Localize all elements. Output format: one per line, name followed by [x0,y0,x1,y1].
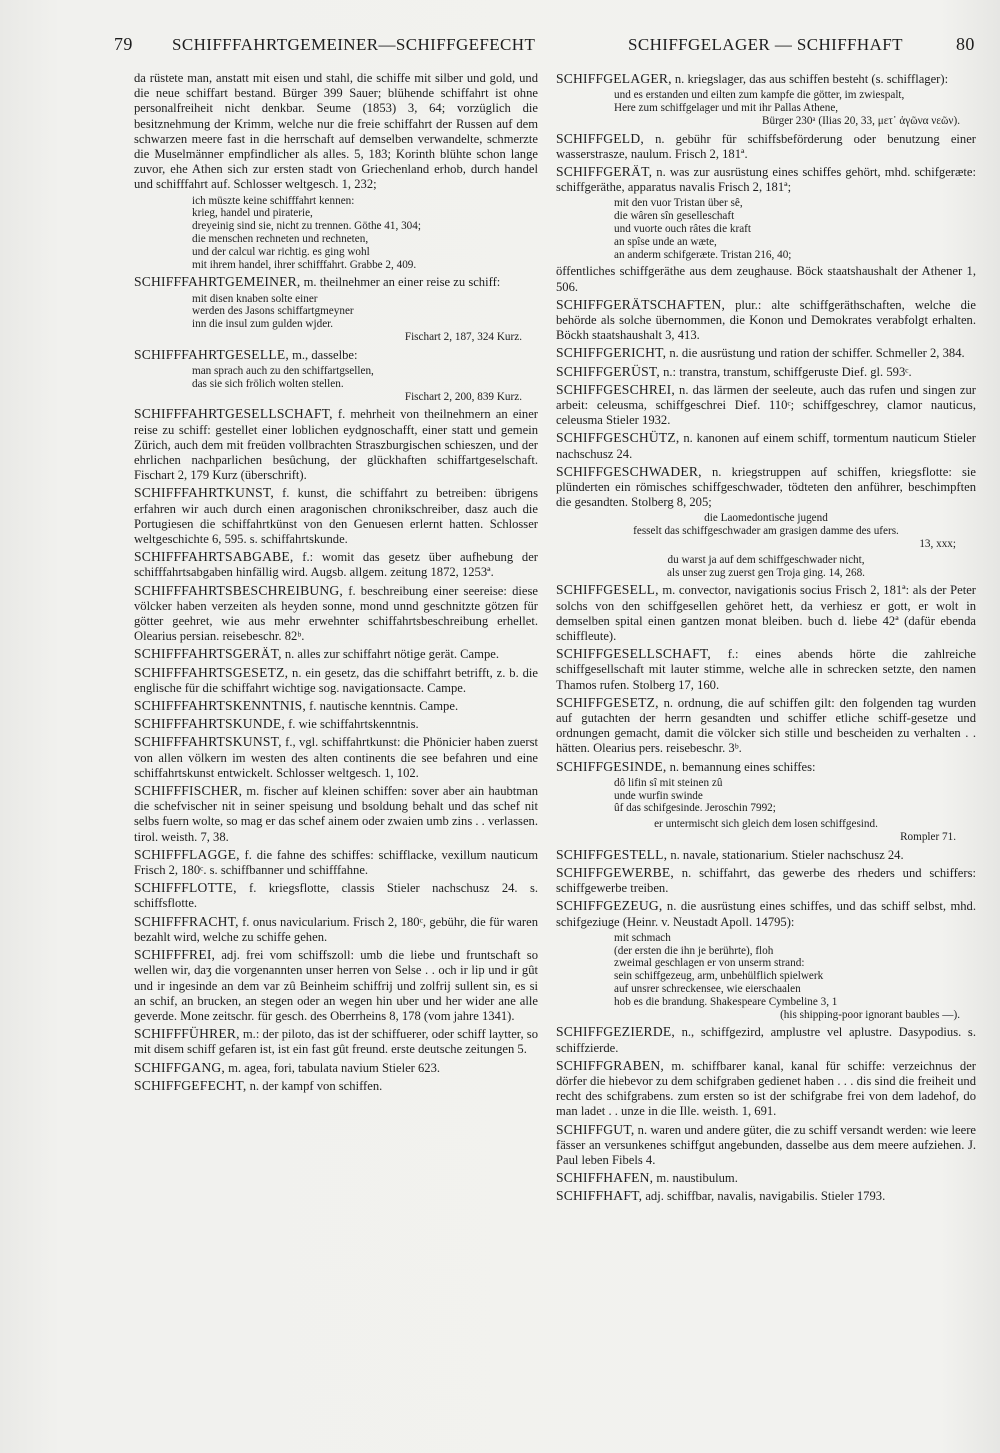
left-column [134,71,538,1433]
entry-headword: SCHIFFGERÄTSCHAFTEN, [556,296,726,312]
quotation-line: ich müszte keine schifffahrt kennen: [192,194,355,207]
entry-text: f. mehrheit von theilnehmern an einer reise zu schiff: gestellet einer loblichen eydgnoschafft, einer statt und gemein Zürich, auch dem mit freüden vollbrachten Straszburgischen schieszen, und der ehrlichen nachparlichen besûchung, der glückhaften schiffartgeselschaft. Fischart 2, 179 Kurz (überschrift). [134,407,538,483]
dictionary-entry [134,274,538,290]
entry-headword: SCHIFFGESCHWADER, [556,463,702,479]
entry-text: n. waren und andere güter, die zu schiff versandt werden: wie leere fässer an versunkenes schiffgut angebunden, dasselbe aus dem meere aufziehen. J. Paul leben Fibels 4. [556,1122,976,1168]
quotation-block [556,197,976,261]
dictionary-entry [556,1188,976,1204]
dictionary-entry [134,716,538,732]
entry-text: öffentliches schiffgeräthe aus dem zeughause. Böck staatshaushalt der Athener 1, 506. [556,264,976,294]
quotation-block [134,195,538,272]
entry-text: f. kunst, die schiffahrt zu betreiben: übrigens erfahren wir auch durch einen aragonischen chronikschreiber, dasz auch die Portugiesen die schiffahrtkünst von den Genuesen erlernt hatten. Schlosser weltgeschichte 6, 595. s. schiffahrtskunde. [134,486,538,547]
dictionary-entry [556,364,976,380]
quotation-block [556,818,976,844]
dictionary-entry [134,347,538,363]
quotation-line: als unser zug zuerst gen Troja ging. 14, 268. [667,566,865,579]
entry-headword: SCHIFFFAHRTSGERÄT, [134,646,282,662]
entry-headword: SCHIFFFAHRTSKENNTNIS, [134,698,306,714]
dictionary-entry [556,164,976,195]
entry-text: m. naustibulum. [653,1171,738,1186]
quotation-line: mit ihrem handel, ihrer schifffahrt. Grabbe 2, 409. [192,258,417,271]
entry-text: n.: transtra, transtum, schiffgeruste Dief. gl. 593ᶜ. [659,364,912,379]
entry-text: f. onus navicularium. Frisch 2, 180ᶜ, gebühr, die für waren bezahlt wird, welche zu schiffe gehen. [134,914,538,944]
entry-headword: SCHIFFGESTELL, [556,846,668,862]
entry-headword: SCHIFFGELD, [556,130,644,146]
entry-text: f. kriegsflotte, classis Stieler nachschusz 24. s. schiffsflotte. [134,881,538,911]
quotation-source: 13, xxx; [919,538,956,551]
entry-headword: SCHIFFHAFEN, [556,1170,654,1186]
quotation-block [556,89,976,127]
dictionary-entry [134,947,538,1024]
entry-text: f., vgl. schiffahrtkunst: die Phönicier haben zuerst von allen völkern im westen des alten continents die see befahren und eine schiffahrtskunst entwickelt. Schlosser weltgesch. 1, 102. [134,735,538,780]
dictionary-entry [134,485,538,547]
entry-text: n. alles zur schiffahrt nötige gerät. Campe. [281,647,499,662]
dictionary-entry [556,1170,976,1186]
quotation-line: dreyeinig sind sie, nicht zu trennen. Göthe 41, 304; [192,220,421,233]
quotation-line: an spîse unde an wæte, [614,235,717,248]
page-number-right: 80 [956,34,975,54]
entry-headword: SCHIFFGELAGER, [556,71,672,86]
entry-text: m. convector, navigationis socius Frisch 2, 181ª: als der Peter solchs von den schiffgesellen gehöret hett, da verhiesz er gott, er wolt in demselben spital einen gantzen monat bleiben. buch d. liebe 42ª (dafür ebenda schiffleute). [556,583,976,644]
quotation-source: Bürger 230ᵃ (Ilias 20, 33, μετ᾽ ἀγῶνα νεῶν). [762,114,960,127]
quotation-line: du warst ja auf dem schiffgeschwader nicht, [667,553,865,566]
entry-text: f. nautische kenntnis. Campe. [305,699,459,714]
entry-headword: SCHIFFGUT, [556,1121,635,1137]
dictionary-entry [134,1078,538,1094]
entry-headword: SCHIFFGERÜST, [556,363,660,379]
quotation-line: an anderm schifgeræte. Tristan 216, 40; [614,248,792,261]
entry-headword: SCHIFFFAHRTSGESETZ, [134,664,289,680]
entry-headword: SCHIFFGEWERBE, [556,865,674,881]
entry-text: adj. frei vom schiffszoll: umb die liebe und fruntschaft so wellen wir, daʒ die vorgenannten unser herren von Selse . . och ir lip und ir gût und ir ingesinde an dem var zû Beinheim schiffrij und zolfrij sullent sin, es si an schif, an brucken, an stegen oder an wegen hin uber und her wider ane alle geverde. Mone zeitschr. für gesch. des Oberrheins 8, 178 (vom jahre 1341). [134,948,538,1023]
quotation-line: zweimal geschlagen er von unserm strand: [614,957,805,970]
entry-headword: SCHIFFGERICHT, [556,345,667,361]
running-title-left: SCHIFFFAHRTGEMEINER—SCHIFFGEFECHT [172,35,536,54]
dictionary-entry [134,914,538,945]
quotation-line: ûf das schifgesinde. Jeroschin 7992; [614,802,776,815]
dictionary-entry [556,131,976,162]
entry-text: f. wie schiffahrtskenntnis. [284,717,419,732]
quotation-source: Rompler 71. [900,831,956,844]
entry-headword: SCHIFFFAHRTSABGABE, [134,549,294,565]
quotation-line: die menschen rechneten und rechneten, [192,233,369,246]
entry-headword: SCHIFFFRACHT, [134,913,239,929]
dictionary-entry [556,695,976,757]
entry-text: da rüstete man, anstatt mit eisen und stahl, die schiffe mit silber und gold, und die neue schiffart bestand. Bürger 399 Sauer; blühende schiffahrt ist ohne personalfreiheit nicht denkbar. Seume (1853) 3, 64; vorzüglich die besitznehmung der Krimm, welche nur die freie schiffahrt der Russen auf dem schwarzen meere fast in die herrschaft auf demselben verwandelte, schmerzte die Muselmänner empfindlicher als alles. 5, 183; Korinth blühte schon lange zuvor, ehe Athen sich zur ersten stadt von Griechenland erhob, durch handel und schifffahrt auf. Schlosser weltgesch. 1, 232; [134,71,538,192]
entry-headword: SCHIFFFAHRTSKUNST, [134,734,282,750]
entry-text: f.: womit das gesetz über aufhebung der schifffahrtsabgaben hinfällig wird. Augsb. allgem. zeitung 1872, 1253ª. [134,550,538,580]
entry-text: f. beschreibung einer seereise: diese völcker haben verzeiten als heyden sonne, mond unnd geschnitzte götzen für götter geehret, wie aus mehr erwehnter schiffahrtsbeschreibung erhellet. Olearius persian. reisebeschr. 82ᵇ. [134,583,538,644]
dictionary-entry [134,646,538,662]
entry-text: m. fischer auf kleinen schiffen: sover aber ain haubtman die schefvischer nit in seiner speisung und bsoldung behalt und das schef nit selbs fuern wolte, so mag er das schef ainem oder zwaien umb zins . . verlassen. tirol. weisth. 7, 38. [134,784,538,844]
quotation-line: auf unsrer schreckensee, wie eierschaalen [614,983,801,996]
quotation-line: mit disen knaben solte einer [192,292,318,305]
entry-headword: SCHIFFGESINDE, [556,758,667,774]
quotation-line: hob es die brandung. Shakespeare Cymbeline 3, 1 [614,995,838,1008]
quotation-block [134,293,538,344]
dictionary-entry [134,847,538,878]
quotation-line: und vuorte ouch râtes die kraft [614,223,751,235]
dictionary-entry [556,345,976,361]
dictionary-entry [134,583,538,645]
entry-text: n. gebühr für schiffsbeförderung oder benutzung einer wasserstrasze, naulum. Frisch 2, 181ª. [556,131,976,161]
dictionary-entry [134,665,538,696]
quotation-line: und der calcul war richtig. es ging wohl [192,245,370,258]
dictionary-entry [556,847,976,863]
dictionary-entry [556,464,976,511]
entry-headword: SCHIFFGESETZ, [556,694,659,710]
entry-headword: SCHIFFHAFT, [556,1188,643,1204]
quotation-line: inn die insul zum gulden wjder. [192,318,334,331]
running-title-right: SCHIFFGELAGER — SCHIFFHAFT [628,35,903,54]
quotation-line: Here zum schiffgelager und mit ihr Pallas Athene, [614,102,839,114]
entry-text: adj. schiffbar, navalis, navigabilis. Stieler 1793. [642,1189,886,1204]
dictionary-entry [134,783,538,845]
quotation-source: (his shipping-poor ignorant baubles —). [780,1008,960,1021]
entry-text: n. ordnung, die auf schiffen gilt: den folgenden tag wurden auf gutachten der herrn gesandten und schiffer etliche schiff-gesetze und ordnungen gemacht, damit die völcker sich stille und bescheiden zu verhalten . . hätten. Olearius pers. reisebeschr. 3ᵇ. [556,695,976,756]
dictionary-entry [556,898,976,929]
quotation-block [134,365,538,403]
dictionary-entry [134,1060,538,1076]
dictionary-entry [134,406,538,483]
quotation-line: das sie sich frölich wolten stellen. [192,377,344,390]
page-number-left: 79 [114,34,133,54]
entry-text: n. schiffahrt, das gewerbe des rheders und schiffers: schiffgewerbe treiben. [556,866,976,896]
entry-text: plur.: alte schiffgeräthschaften, welche die behörde als solche übernommen, die Konon und Demokrates verabfolgt erhalten. Böckh staatshaushalt 3, 413. [556,297,976,343]
entry-headword: SCHIFFFAHRTSKUNDE, [134,716,285,732]
quotation-block [556,932,976,1022]
entry-headword: SCHIFFGESCHÜTZ, [556,430,680,446]
entry-headword: SCHIFFFAHRTGESELLE, [134,346,289,362]
quotation-line: fesselt das schiffgeschwader am grasigen damme des ufers. [633,525,899,538]
page-header [0,34,1000,60]
entry-text: n. kanonen auf einem schiff, tormentum nauticum Stieler nachschusz 24. [556,431,976,461]
entry-headword: SCHIFFFÜHRER, [134,1026,240,1042]
quotation-line: werden des Jasons schiffartgmeyner [192,305,354,318]
entry-text: n. kriegstruppen auf schiffen, kriegsflotte: sie plünderten ein römisches schiffgeschwader, tödteten den anführer, beschimpften die gesandten. Stolberg 8, 205; [556,464,976,510]
entry-text: f.: eines abends hörte die zahlreiche schiffgesellschaft mit lauter stimme, welche alle in schrecken setzte, den namen Thamos rufen. Stolberg 17, 160. [556,647,976,692]
entry-text: n. was zur ausrüstung eines schiffes gehört, mhd. schifgeræte: schiffgeräthe, apparatus navalis Frisch 2, 181ª; [556,165,976,195]
entry-headword: SCHIFFFAHRTKUNST, [134,485,274,501]
entry-text: n. ein gesetz, das die schiffahrt betrifft, z. b. die englische für die schiffahrt wichtige sog. navigationsacte. Campe. [134,665,538,695]
entry-headword: SCHIFFFREI, [134,947,216,963]
right-column [556,71,976,1433]
quotation-line: die wâren sîn geselleschaft [614,210,735,223]
quotation-source: Fischart 2, 187, 324 Kurz. [404,331,522,343]
entry-text: m. agea, fori, tabulata navium Stieler 623. [224,1060,441,1075]
entry-headword: SCHIFFGRABEN, [556,1057,664,1073]
dictionary-entry [134,1026,538,1057]
entry-text: n. bemannung eines schiffes: [666,759,816,774]
quotation-line: die Laomedontische jugend [704,512,828,525]
entry-headword: SCHIFFGESELL, [556,582,659,598]
entry-text: m., dasselbe: [288,347,358,362]
dictionary-entry [556,865,976,896]
dictionary-entry [134,698,538,714]
entry-text: n. das lärmen der seeleute, auch das rufen und singen zur arbeit: celeusma, schiffgeschrei Dief. 110ᶜ; schiffgeschrey, clamor nauticus, celeusma Stieler 1932. [556,382,976,428]
dictionary-entry [134,71,538,193]
quotation-line: mit schmach [614,931,671,944]
entry-headword: SCHIFFGERÄT, [556,164,653,179]
entry-headword: SCHIFFGEFECHT, [134,1077,247,1093]
entry-headword: SCHIFFGEZIERDE, [556,1024,675,1040]
quotation-line: und es erstanden und eilten zum kampfe die götter, im zwiespalt, [614,89,905,102]
entry-headword: SCHIFFGANG, [134,1059,225,1075]
entry-text: f. die fahne des schiffes: schifflacke, vexillum nauticum Frisch 2, 180ᶜ. s. schiffbanner und schifffahne. [134,847,538,878]
dictionary-entry [556,297,976,344]
entry-headword: SCHIFFFISCHER, [134,783,243,799]
dictionary-entry [556,264,976,294]
quotation-block [556,777,976,815]
entry-text: n. die ausrüstung und ration der schiffer. Schmeller 2, 384. [666,346,965,361]
entry-headword: SCHIFFGESCHREI, [556,381,675,397]
entry-headword: SCHIFFFAHRTGESELLSCHAFT, [134,406,333,422]
dictionary-entry [556,759,976,775]
dictionary-entry [134,880,538,911]
entry-headword: SCHIFFFLAGGE, [134,846,240,862]
dictionary-entry [134,549,538,580]
dictionary-entry [556,1024,976,1055]
dictionary-entry [556,582,976,644]
quotation-block [556,512,976,550]
quotation-line: dô lifin sî mit steinen zû [614,776,723,789]
quotation-line: man sprach auch zu den schiffartgsellen, [192,365,374,377]
quotation-line: sein schiffgezeug, arm, unbehülflich spielwerk [614,970,824,983]
entry-text: n. navale, stationarium. Stieler nachschusz 24. [667,847,904,862]
dictionary-entry [134,734,538,781]
entry-text: n. die ausrüstung eines schiffes, und das schiff selbst, mhd. schifgeziuge (Heinr. v. Neustadt Apoll. 14795): [556,899,976,929]
dictionary-entry [556,1058,976,1120]
dictionary-entry [556,71,976,87]
quotation-line: krieg, handel und piraterie, [192,207,313,220]
quotation-line: mit den vuor Tristan über sê, [614,197,743,210]
entry-text: m.: der piloto, das ist der schiffuerer, oder schiff laytter, so mit disem schiff gefaren ist, ist ein fast gût freund. erste deutsche zeitungen 5. [134,1027,538,1057]
entry-headword: SCHIFFFAHRTSBESCHREIBUNG, [134,582,344,598]
entry-text: m. schiffbarer kanal, kanal für schiffe: verzeichnus der dörfer die hiebevor zu dem schifgraben gedienet haben . . . dis sind die freiheit und recht des schifgrabens. zum ersten so ist der schifgrabe frei von dem ladehof, do man ladet . . unze in die Ille. weisth. 1, 691. [556,1058,976,1119]
quotation-line: er untermischt sich gleich dem losen schiffgesind. [654,818,878,831]
entry-headword: SCHIFFFLOTTE, [134,880,237,896]
entry-text: n. der kampf von schiffen. [246,1078,383,1093]
dictionary-entry [556,1122,976,1169]
entry-text: n., schiffgezird, amplustre vel aplustre. Dasypodius. s. schiffzierde. [556,1025,976,1055]
quotation-block [556,554,976,580]
dictionary-entry [556,646,976,693]
entry-headword: SCHIFFFAHRTGEMEINER, [134,274,301,290]
entry-text: m. theilnehmer an einer reise zu schiff: [300,275,501,290]
quotation-line: (der ersten die ihn je berührte), floh [614,944,774,957]
dictionary-entry [556,430,976,461]
quotation-source: Fischart 2, 200, 839 Kurz. [404,390,522,403]
quotation-line: unde wurfin swinde [614,789,703,802]
entry-text: n. kriegslager, das aus schiffen besteht (s. schifflager): [671,72,949,86]
dictionary-entry [556,382,976,429]
entry-headword: SCHIFFGESELLSCHAFT, [556,646,711,662]
entry-headword: SCHIFFGEZEUG, [556,898,663,914]
